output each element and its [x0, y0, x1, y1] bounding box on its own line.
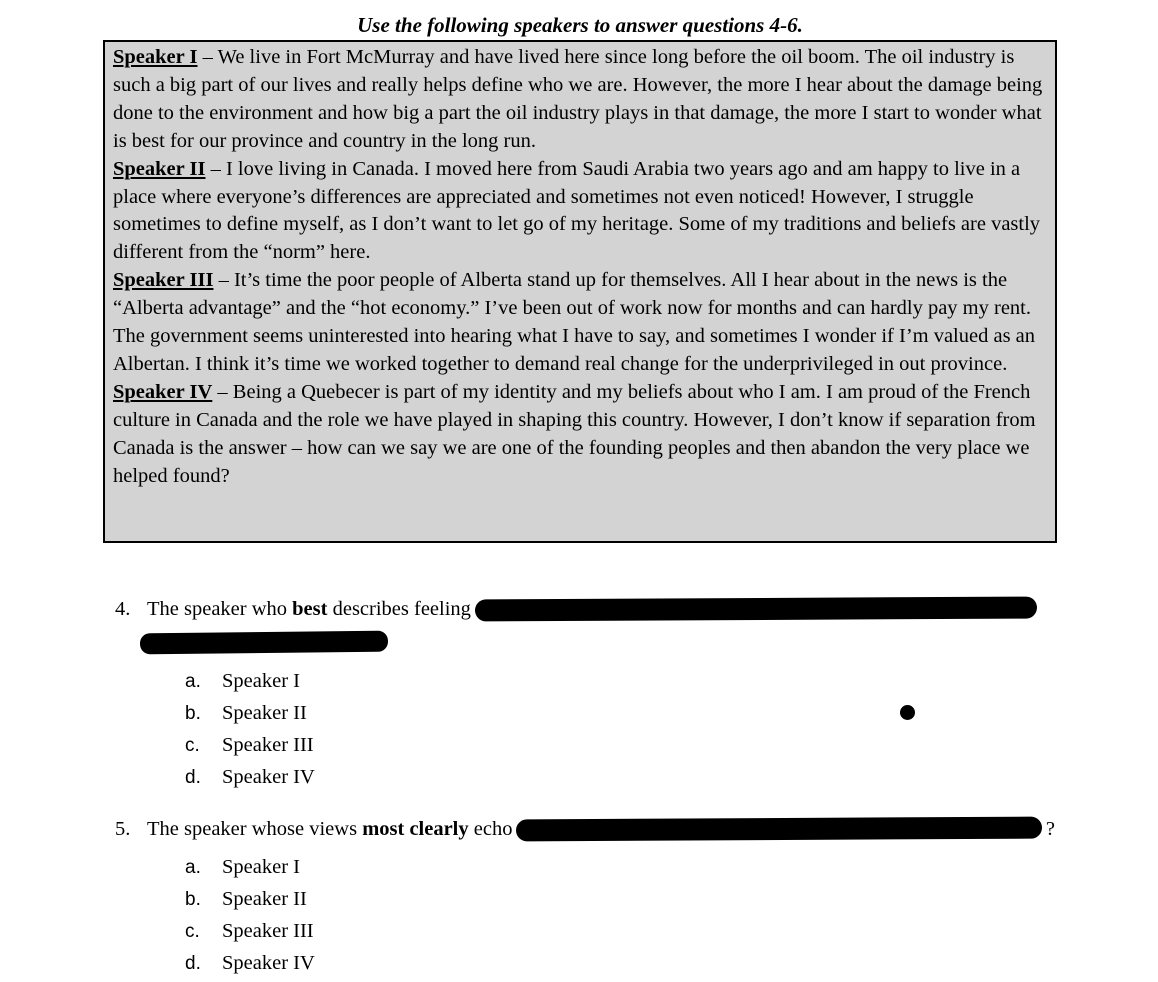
redaction-marker-stroke	[140, 631, 388, 655]
question-4-text-suffix: describes feeling	[327, 597, 471, 620]
instructions-title: Use the following speakers to answer questions 4-6.	[357, 13, 803, 37]
option-label: Speaker I	[222, 670, 300, 692]
speaker-passages-box	[103, 40, 1057, 543]
speaker-paragraph-1	[113, 44, 1047, 156]
speaker-1-text: We live in Fort McMurray and have lived here since long before the oil boom. The oil industry is such a big part of our lives and really helps define who we are. However, the more I hear about the damage being done to the environment and how big a part the oil industry plays in that damage, the more I start to wonder what is best for our province and country in the long run.	[113, 46, 1043, 152]
question-4-number: 4.	[115, 597, 131, 620]
option-letter: d.	[185, 767, 201, 788]
question-4-options	[115, 665, 1055, 793]
option-label: Speaker III	[222, 920, 314, 942]
speaker-2-separator: –	[205, 157, 226, 180]
option-letter: b.	[185, 703, 201, 724]
option-row	[185, 947, 1055, 979]
option-letter: b.	[185, 889, 201, 910]
speaker-1-label: Speaker I	[113, 46, 198, 68]
question-5-number: 5.	[115, 817, 131, 840]
speaker-2-label: Speaker II	[113, 157, 206, 180]
option-label: Speaker II	[222, 888, 307, 910]
question-5-text-prefix: The speaker whose views	[147, 817, 363, 840]
option-row	[185, 729, 1055, 761]
option-row	[185, 761, 1055, 793]
question-4-line-1	[115, 595, 1055, 623]
speaker-1-separator: –	[197, 46, 218, 68]
speaker-4-separator: –	[212, 380, 233, 403]
option-label: Speaker IV	[222, 952, 315, 974]
speaker-2-text: I love living in Canada. I moved here from Saudi Arabia two years ago and am happy to live in a place where everyone’s differences are appreciated and sometimes not even noticed! However, I struggle sometimes to define myself, as I don’t want to let go of my heritage. Some of my traditions and beliefs are vastly different from the “norm” here.	[113, 157, 1041, 264]
ink-dot-mark	[900, 705, 915, 720]
option-row	[185, 851, 1055, 883]
speaker-3-separator: –	[213, 269, 234, 292]
speaker-4-label: Speaker IV	[113, 380, 213, 403]
option-label: Speaker III	[222, 734, 314, 756]
option-row	[185, 883, 1055, 915]
option-row	[185, 665, 1055, 697]
question-4-text	[147, 598, 471, 621]
speaker-paragraph-2	[113, 156, 1047, 268]
question-5	[115, 815, 1055, 979]
speaker-3-label: Speaker III	[113, 269, 214, 292]
option-letter: a.	[185, 857, 201, 878]
question-5-options	[115, 851, 1055, 979]
question-5-line-1	[115, 815, 1055, 843]
option-letter: a.	[185, 671, 201, 692]
speaker-paragraph-4	[113, 379, 1047, 491]
speaker-paragraph-3	[113, 267, 1047, 379]
question-5-text-bold: most clearly	[362, 817, 469, 840]
option-letter: c.	[185, 921, 200, 942]
question-5-text-suffix: echo	[468, 817, 513, 840]
option-row	[185, 697, 1055, 729]
redaction-marker-stroke	[516, 817, 1043, 842]
question-4-text-prefix: The speaker who	[147, 597, 293, 620]
option-label: Speaker IV	[222, 766, 315, 788]
option-letter: d.	[185, 953, 201, 974]
option-label: Speaker II	[222, 702, 307, 724]
question-5-trailing-text: ?	[1045, 817, 1055, 840]
option-row	[185, 915, 1055, 947]
option-letter: c.	[185, 735, 200, 756]
question-4-text-bold: best	[292, 597, 328, 620]
option-label: Speaker I	[222, 856, 300, 878]
question-4	[115, 595, 1055, 793]
speaker-4-text: Being a Quebecer is part of my identity and my beliefs about who I am. I am proud of the French culture in Canada and the role we have played in shaping this country. However, I don’t know if separation from Canada is the answer – how can we say we are one of the founding peoples and then abandon the very place we helped found?	[113, 380, 1036, 487]
speaker-3-text: It’s time the poor people of Alberta stand up for themselves. All I hear about in the news is the “Alberta advantage” and the “hot economy.” I’ve been out of work now for months and can hardly pay my rent. The government seems uninterested into hearing what I have to say, and sometimes I wonder if I’m valued as an Albertan. I think it’s time we worked together to demand real change for the underprivileged in out province.	[113, 269, 1036, 375]
redaction-marker-stroke	[475, 597, 1037, 622]
question-5-text	[147, 818, 512, 841]
